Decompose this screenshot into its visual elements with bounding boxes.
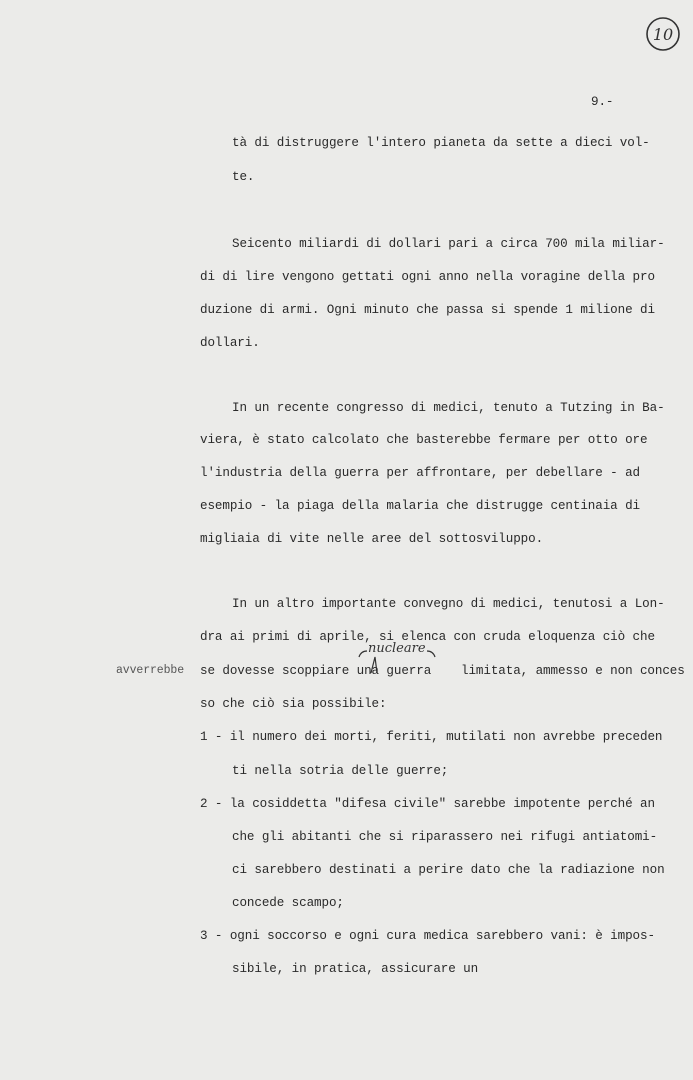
text-line: se dovesse scoppiare una guerra — [200, 664, 432, 678]
list-item-line: che gli abitanti che si riparassero nei rifugi antiatomi- — [232, 830, 658, 844]
list-item-line: 1 - il numero dei morti, feriti, mutilati non avrebbe preceden — [200, 730, 663, 744]
list-item-line: ti nella sotria delle guerre; — [232, 764, 449, 778]
stamp-number: 10 — [652, 25, 674, 44]
text-line: te. — [232, 170, 255, 184]
text-line: duzione di armi. Ogni minuto che passa si spende 1 milione di — [200, 303, 655, 317]
list-item-line: ci sarebbero destinati a perire dato che la radiazione non — [232, 863, 665, 877]
text-line: esempio - la piaga della malaria che distrugge centinaia di — [200, 499, 640, 513]
text-line: di di lire vengono gettati ogni anno nella voragine della pro — [200, 270, 655, 284]
text-line: dollari. — [200, 336, 260, 350]
text-line: limitata, ammesso e non conces — [461, 664, 685, 678]
text-line: viera, è stato calcolato che basterebbe fermare per otto ore — [200, 433, 648, 447]
list-item-line: sibile, in pratica, assicurare un — [232, 962, 479, 976]
text-line: dra ai primi di aprile, si elenca con cruda eloquenza ciò che — [200, 630, 655, 644]
list-item-line: 3 - ogni soccorso e ogni cura medica sarebbero vani: è impos- — [200, 929, 655, 943]
text-line: l'industria della guerra per affrontare, per debellare - ad — [200, 466, 640, 480]
text-line: tà di distruggere l'intero pianeta da sette a dieci vol- — [232, 136, 650, 150]
handwritten-insert: nucleare — [368, 641, 426, 656]
margin-note: avverrebbe — [116, 664, 185, 677]
text-line: Seicento miliardi di dollari pari a circa 700 mila miliar- — [232, 237, 665, 251]
text-line: migliaia di vite nelle aree del sottosviluppo. — [200, 532, 544, 546]
list-item-line: 2 - la cosiddetta "difesa civile" sarebbe impotente perché an — [200, 797, 655, 811]
page-number-stamp — [643, 14, 683, 54]
text-line: In un recente congresso di medici, tenuto a Tutzing in Ba- — [232, 401, 665, 415]
page-number: 9.- — [591, 95, 614, 109]
list-item-line: concede scampo; — [232, 896, 344, 910]
text-line: so che ciò sia possibile: — [200, 697, 387, 711]
text-line: In un altro importante convegno di medici, tenutosi a Lon- — [232, 597, 665, 611]
